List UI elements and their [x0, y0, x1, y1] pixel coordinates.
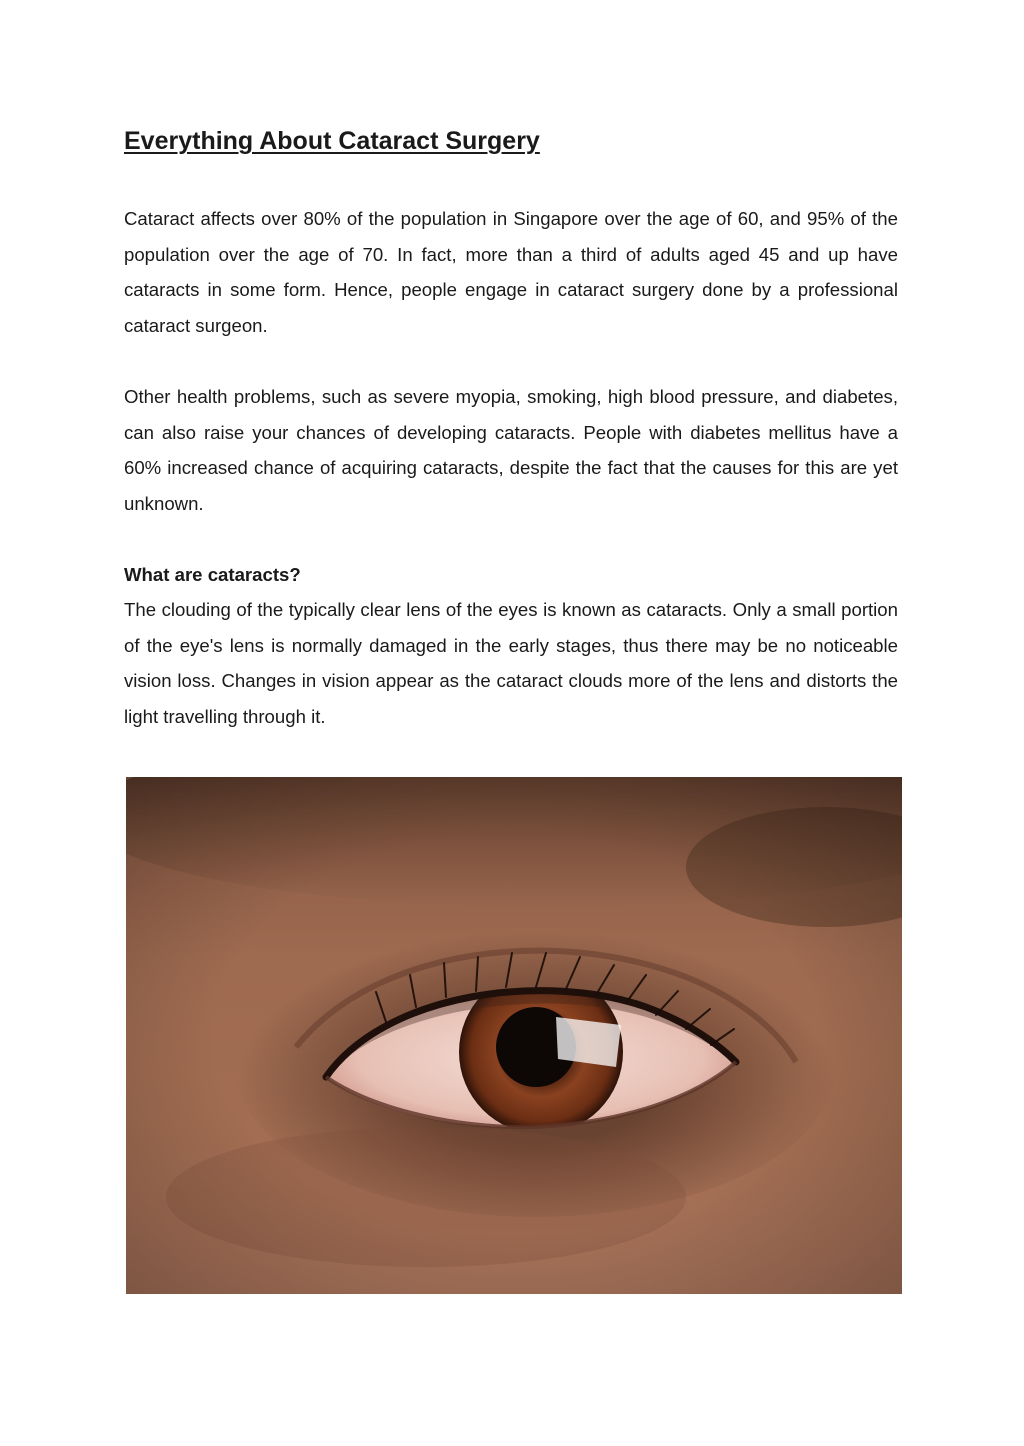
section-body-paragraph: The clouding of the typically clear lens of the eyes is known as cataracts. Only a small portion of the eye's lens is normally damaged in the early stages, thus there may be no noticeable vision loss. Changes in vision appear as the cataract clouds more of the lens and distorts the light travelling through it.: [124, 599, 898, 727]
intro-paragraph: Cataract affects over 80% of the population in Singapore over the age of 60, and 95% of the population over the age of 70. In fact, more than a third of adults aged 45 and up have cataracts in some form. Hence, people engage in cataract surgery done by a professional cataract surgeon.: [124, 208, 898, 336]
page-title: Everything About Cataract Surgery: [124, 127, 540, 155]
risk-factors-paragraph: Other health problems, such as severe myopia, smoking, high blood pressure, and diabetes, can also raise your chances of developing cataracts. People with diabetes mellitus have a 60% increased chance of acquiring cataracts, despite the fact that the causes for this are yet unknown.: [124, 386, 898, 514]
section-heading: What are cataracts?: [124, 564, 301, 585]
eye-closeup-image: [126, 777, 902, 1294]
